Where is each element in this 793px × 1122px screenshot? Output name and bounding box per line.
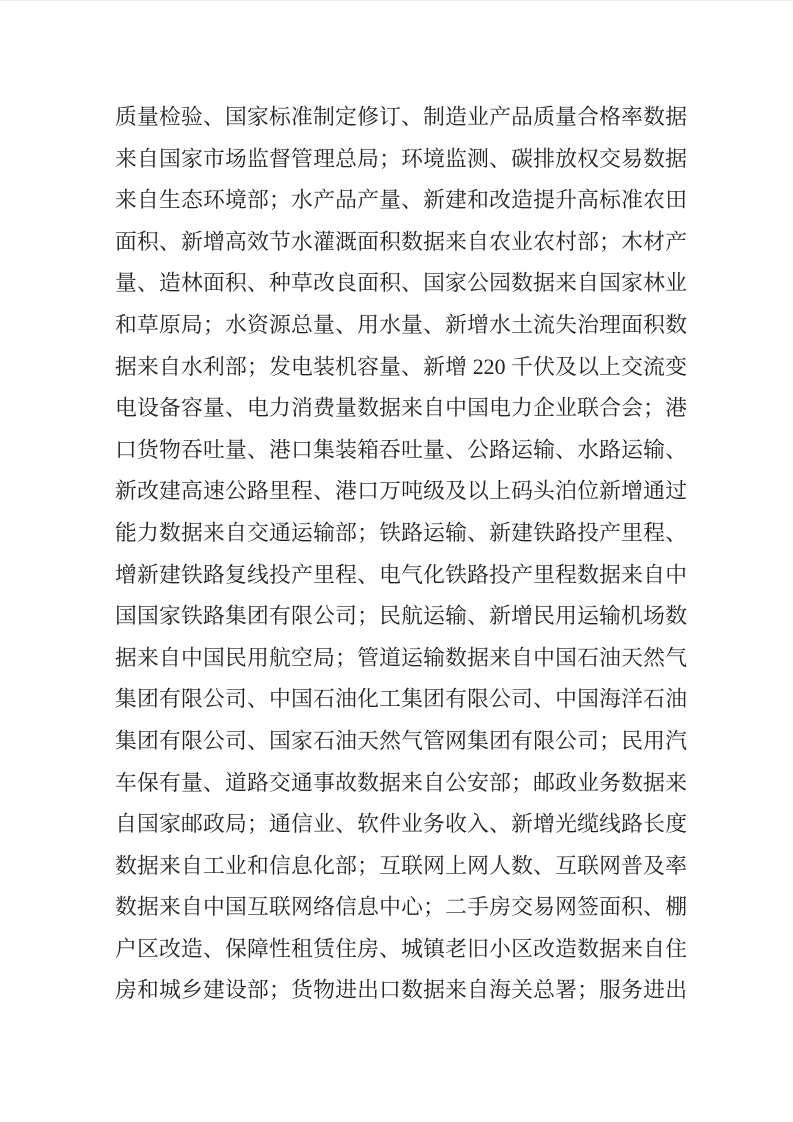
text-line: 电设备容量、电力消费量数据来自中国电力企业联合会；港 [115, 396, 687, 421]
text-line: 面积、新增高效节水灌溉面积数据来自农业农村部；木材产 [115, 229, 687, 254]
text-line: 国国家铁路集团有限公司；民航运输、新增民用运输机场数 [115, 604, 687, 629]
text-line: 房和城乡建设部；货物进出口数据来自海关总署；服务进出 [115, 978, 687, 1003]
text-line: 量、造林面积、种草改良面积、国家公园数据来自国家林业 [115, 271, 687, 296]
text-line: 数据来自工业和信息化部；互联网上网人数、互联网普及率 [115, 853, 687, 878]
text-line: 车保有量、道路交通事故数据来自公安部；邮政业务数据来 [115, 770, 687, 795]
text-line: 来自国家市场监督管理总局；环境监测、碳排放权交易数据 [115, 146, 687, 171]
text-line: 集团有限公司、中国石油化工集团有限公司、中国海洋石油 [115, 687, 687, 712]
text-line: 集团有限公司、国家石油天然气管网集团有限公司；民用汽 [115, 728, 687, 753]
text-line: 能力数据来自交通运输部；铁路运输、新建铁路投产里程、 [115, 520, 687, 545]
text-line: 新改建高速公路里程、港口万吨级及以上码头泊位新增通过 [115, 479, 687, 504]
text-line: 来自生态环境部；水产品产量、新建和改造提升高标准农田 [115, 188, 687, 213]
text-line: 增新建铁路复线投产里程、电气化铁路投产里程数据来自中 [115, 562, 687, 587]
text-line: 据来自中国民用航空局；管道运输数据来自中国石油天然气 [115, 645, 687, 670]
text-line: 口货物吞吐量、港口集装箱吞吐量、公路运输、水路运输、 [115, 437, 687, 462]
text-line: 据来自水利部；发电装机容量、新增 220 千伏及以上交流变 [115, 354, 687, 379]
document-text-block [115, 97, 687, 1012]
text-line: 质量检验、国家标准制定修订、制造业产品质量合格率数据 [115, 105, 687, 129]
text-line: 自国家邮政局；通信业、软件业务收入、新增光缆线路长度 [115, 812, 687, 837]
text-line: 和草原局；水资源总量、用水量、新增水土流失治理面积数 [115, 312, 687, 337]
text-line: 数据来自中国互联网络信息中心；二手房交易网签面积、棚 [115, 895, 687, 920]
text-line: 户区改造、保障性租赁住房、城镇老旧小区改造数据来自住 [115, 936, 687, 961]
